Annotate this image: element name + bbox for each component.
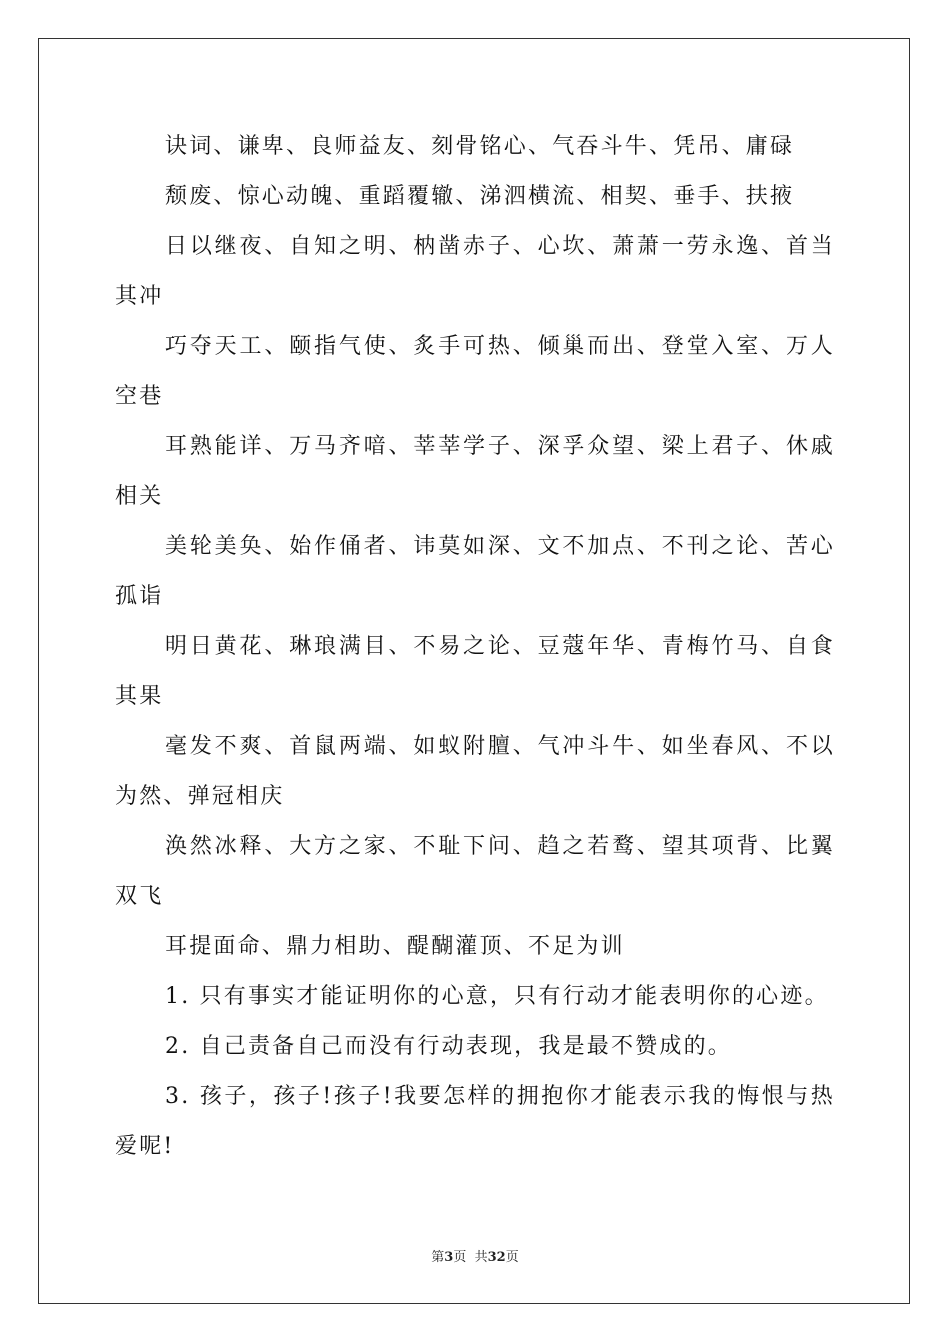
document-body — [115, 122, 835, 1172]
paragraph: 毫发不爽、首鼠两端、如蚁附膻、气冲斗牛、如坐春风、不以为然、弹冠相庆 — [115, 734, 835, 809]
numbered-sentence: 3. 孩子，孩子!孩子!我要怎样的拥抱你才能表示我的悔恨与热爱呢! — [115, 1084, 835, 1159]
paragraph: 涣然冰释、大方之家、不耻下问、趋之若鹜、望其项背、比翼双飞 — [115, 834, 835, 909]
paragraph: 颓废、惊心动魄、重蹈覆辙、涕泗横流、相契、垂手、扶掖 — [165, 184, 795, 209]
footer-page-suffix: 页 共 — [453, 1250, 488, 1265]
current-page-number: 3 — [444, 1250, 454, 1265]
paragraph: 日以继夜、自知之明、枘凿赤子、心坎、萧萧一劳永逸、首当其冲 — [115, 234, 835, 309]
page-footer — [0, 1246, 950, 1265]
numbered-sentence: 2. 自己责备自己而没有行动表现，我是最不赞成的。 — [165, 1034, 732, 1059]
footer-total-suffix: 页 — [505, 1250, 519, 1265]
paragraph: 明日黄花、琳琅满目、不易之论、豆蔻年华、青梅竹马、自食其果 — [115, 634, 835, 709]
paragraph: 美轮美奂、始作俑者、讳莫如深、文不加点、不刊之论、苦心孤诣 — [115, 534, 835, 609]
numbered-sentence: 1. 只有事实才能证明你的心意，只有行动才能表明你的心迹。 — [165, 984, 829, 1009]
footer-prefix: 第 — [431, 1250, 445, 1265]
paragraph: 巧夺天工、颐指气使、炙手可热、倾巢而出、登堂入室、万人空巷 — [115, 334, 835, 409]
paragraph: 耳熟能详、万马齐喑、莘莘学子、深孚众望、梁上君子、休戚相关 — [115, 434, 835, 509]
paragraph: 耳提面命、鼎力相助、醍醐灌顶、不足为训 — [165, 934, 625, 959]
total-pages-number: 32 — [487, 1250, 506, 1265]
paragraph: 诀词、谦卑、良师益友、刻骨铭心、气吞斗牛、凭吊、庸碌 — [165, 134, 795, 159]
